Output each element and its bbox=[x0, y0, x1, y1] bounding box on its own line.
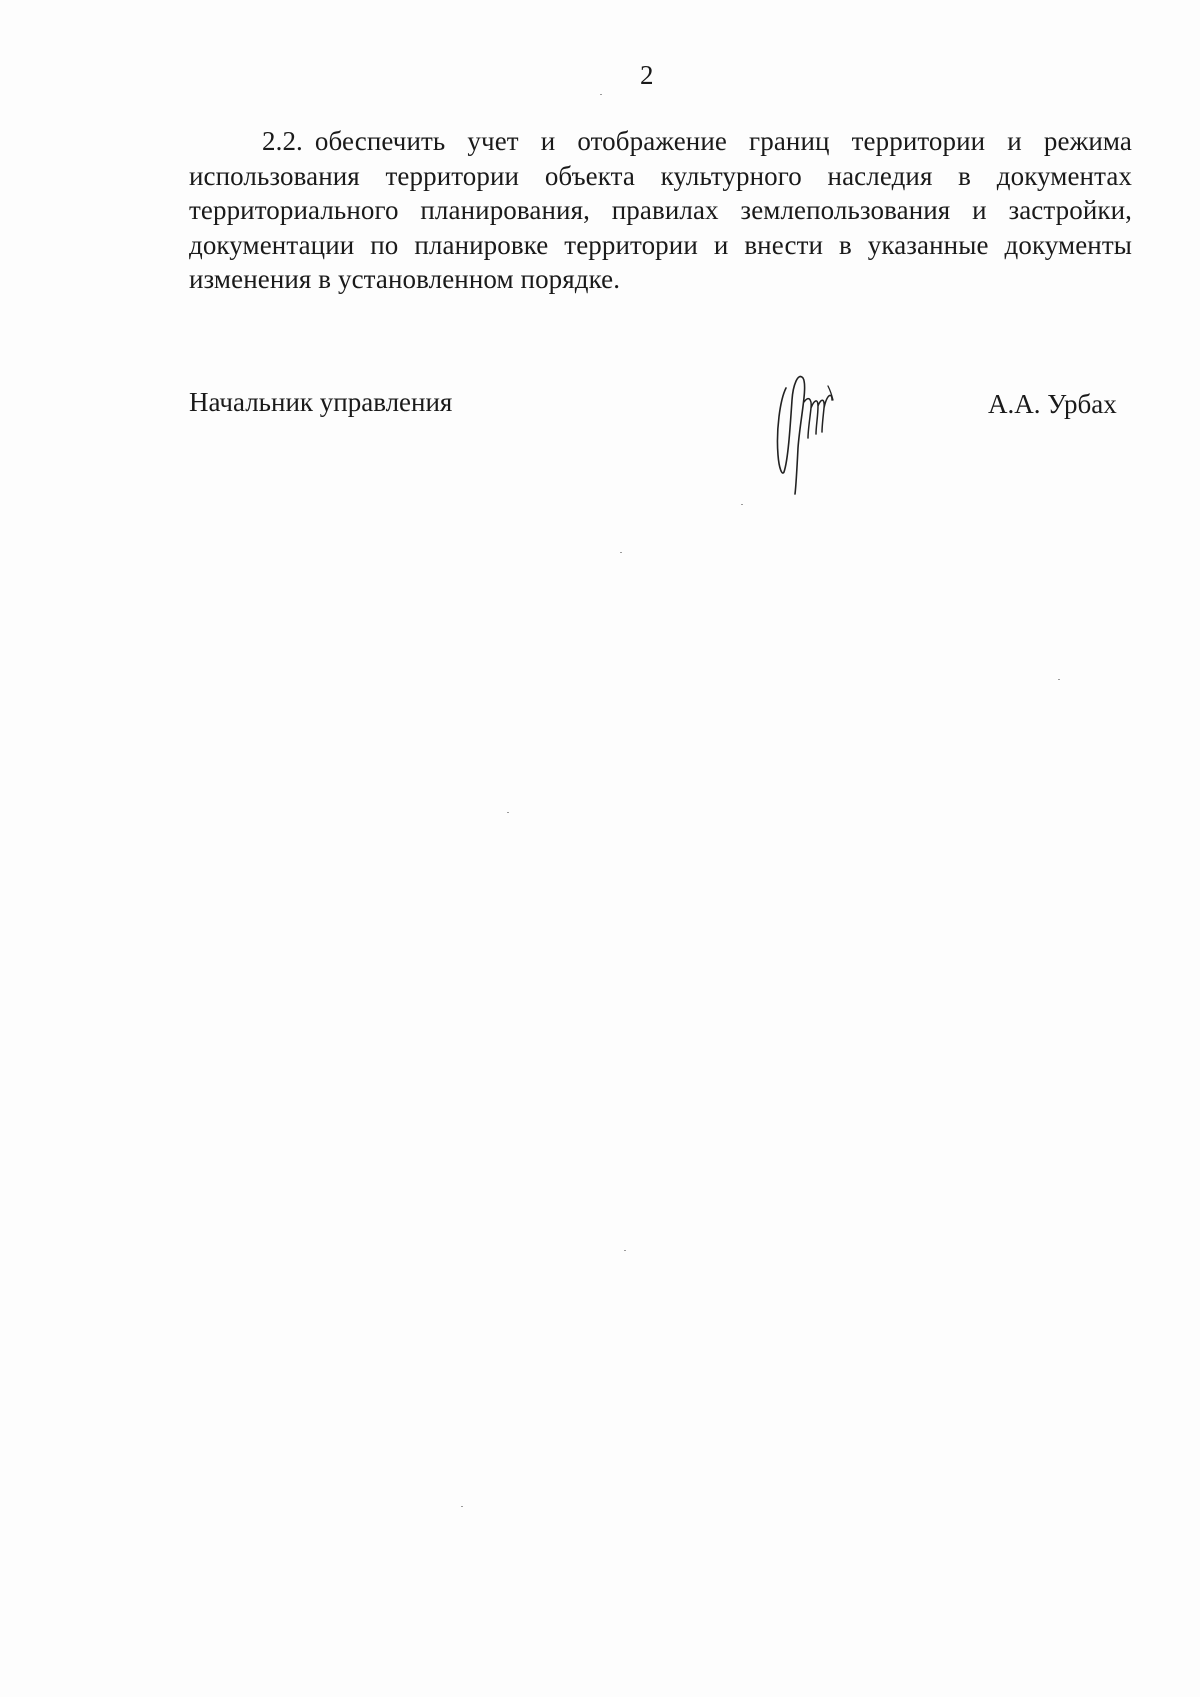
handwritten-signature bbox=[758, 360, 868, 500]
scan-speck bbox=[624, 1250, 626, 1251]
clause-text: обеспечить учет и отображение границ территории и режима использования территории объекта культурного наследия в документах территориального планирования, правилах землепользования и застройки, документации по планировке территории и внести в указанные документы изменения в установленном порядке. bbox=[189, 126, 1132, 294]
signatory-name: А.А. Урбах bbox=[988, 389, 1117, 419]
scan-speck bbox=[741, 504, 743, 505]
scan-speck bbox=[1058, 679, 1060, 680]
page-number: 2 bbox=[640, 60, 654, 90]
scan-speck bbox=[461, 1506, 463, 1507]
scan-speck bbox=[507, 812, 509, 813]
scan-speck bbox=[620, 552, 622, 553]
signatory-position: Начальник управления bbox=[189, 387, 453, 417]
signature-block bbox=[0, 0, 1200, 520]
scan-speck bbox=[600, 94, 602, 95]
clause-number: 2.2. bbox=[262, 126, 303, 156]
